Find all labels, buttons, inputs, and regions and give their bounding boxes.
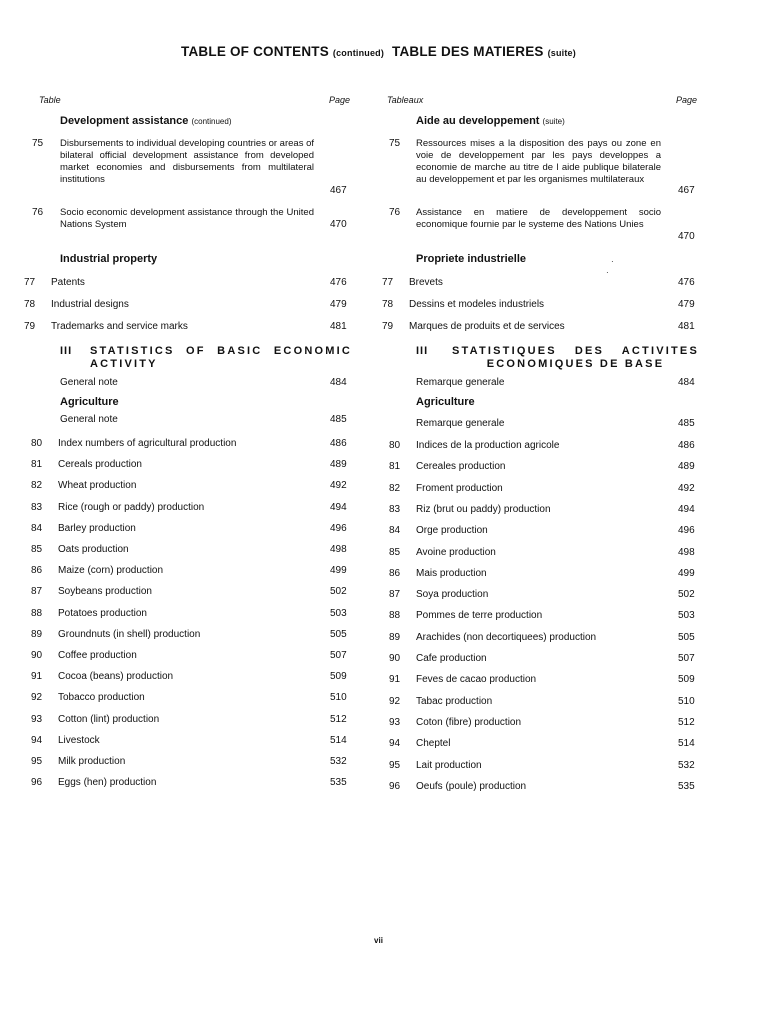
entry-page-fr: 489 (678, 461, 695, 472)
entry-number: 89 (31, 629, 43, 640)
entry-number-fr: 89 (389, 632, 401, 643)
entry-75-title-fr: Ressources mises a la disposition des pays ou zone en voie de developpement par les pays developpes a economie de marche au titre de l aide publique bilaterale au developpement et par les organismes multilateraux (416, 138, 661, 185)
entry-title-fr: Brevets (409, 277, 443, 288)
entry-page: 505 (330, 629, 347, 640)
entry-number: 93 (31, 714, 43, 725)
entry-page-fr: 510 (678, 696, 695, 707)
entry-number-fr: 82 (389, 483, 401, 494)
entry-number-fr: 91 (389, 674, 401, 685)
entry-number: 83 (31, 502, 43, 513)
entry-title: Cotton (lint) production (58, 714, 160, 725)
entry-title-fr: Mais production (416, 568, 487, 579)
entry-number: 78 (24, 299, 36, 310)
entry-number: 86 (31, 565, 43, 576)
entry-number-fr: 80 (389, 440, 401, 451)
entry-number: 90 (31, 650, 43, 661)
entry-number: 80 (31, 438, 43, 449)
entry-title: Cereals production (58, 459, 142, 470)
title-fr: TABLE DES MATIERES (392, 44, 544, 59)
chapter-heading-statistics: STATISTICS OF BASIC ECONOMIC ACTIVITY (90, 345, 352, 370)
entry-title: Maize (corn) production (58, 565, 164, 576)
column-label-page-right: Page (676, 95, 698, 105)
entry-page-fr: 502 (678, 589, 695, 600)
entry-number: 85 (31, 544, 43, 555)
entry-number-fr: 86 (389, 568, 401, 579)
entry-number: 87 (31, 586, 43, 597)
section-heading-agriculture: Agriculture (60, 396, 119, 408)
general-note-page: 485 (330, 414, 347, 425)
entry-number: 82 (31, 480, 43, 491)
entry-title-fr: Soya production (416, 589, 489, 600)
entry-page: 486 (330, 438, 347, 449)
section-heading-development-assistance (60, 115, 231, 127)
entry-number-fr: 78 (382, 299, 394, 310)
entry-title-fr: Feves de cacao production (416, 674, 537, 685)
entry-number-fr: 88 (389, 610, 401, 621)
section-heading-industrial-property: Industrial property (60, 253, 158, 265)
entry-75-page: 467 (330, 185, 347, 196)
entry-number-fr: 96 (389, 781, 401, 792)
entry-number: 77 (24, 277, 36, 288)
entry-76-number-fr: 76 (389, 207, 401, 218)
scan-artifact-icon: · (606, 268, 609, 277)
entry-title: Index numbers of agricultural production (58, 438, 237, 449)
entry-page-fr: 507 (678, 653, 695, 664)
entry-title: Patents (51, 277, 85, 288)
entry-page-fr: 532 (678, 760, 695, 771)
entry-page-fr: 514 (678, 738, 695, 749)
entry-page: 499 (330, 565, 347, 576)
entry-75-number-fr: 75 (389, 138, 401, 149)
entry-page-fr: 492 (678, 483, 695, 494)
entry-page-fr: 496 (678, 525, 695, 536)
entry-title: Soybeans production (58, 586, 152, 597)
remarque-generale: Remarque generale (416, 418, 505, 429)
general-note-page: 484 (330, 377, 347, 388)
entry-title: Industrial designs (51, 299, 129, 310)
entry-number: 81 (31, 459, 43, 470)
entry-title-fr: Dessins et modeles industriels (409, 299, 545, 310)
entry-page: 476 (330, 277, 347, 288)
entry-page: 507 (330, 650, 347, 661)
entry-title: Eggs (hen) production (58, 777, 157, 788)
entry-page-fr: 512 (678, 717, 695, 728)
entry-title: Milk production (58, 756, 126, 767)
entry-number: 95 (31, 756, 43, 767)
entry-title: Oats production (58, 544, 129, 555)
entry-76-title: Socio economic development assistance through the United Nations System (60, 207, 314, 230)
entry-number: 84 (31, 523, 43, 534)
entry-title: Tobacco production (58, 692, 145, 703)
entry-title-fr: Orge production (416, 525, 488, 536)
entry-page: 503 (330, 608, 347, 619)
general-note: General note (60, 414, 118, 425)
entry-number: 88 (31, 608, 43, 619)
entry-page: 481 (330, 321, 347, 332)
page-number: vii (374, 936, 383, 945)
entry-page: 532 (330, 756, 347, 767)
entry-title: Rice (rough or paddy) production (58, 502, 205, 513)
remarque-generale-page: 484 (678, 377, 695, 388)
entry-number: 94 (31, 735, 43, 746)
entry-number-fr: 93 (389, 717, 401, 728)
entry-number-fr: 95 (389, 760, 401, 771)
entry-title: Potatoes production (58, 608, 147, 619)
entry-number-fr: 83 (389, 504, 401, 515)
entry-page-fr: 486 (678, 440, 695, 451)
chapter-heading-statistiques: STATISTIQUES DES ACTIVITES ECONOMIQUES DE BASE (452, 345, 699, 370)
entry-number-fr: 84 (389, 525, 401, 536)
entry-title-fr: Cereales production (416, 461, 506, 472)
section-heading-suffix: (continued) (191, 117, 232, 126)
entry-title: Wheat production (58, 480, 137, 491)
entry-page-fr: 494 (678, 504, 695, 515)
entry-75-title: Disbursements to individual developing countries or areas of bilateral official development assistance from developed market economies and disbursements from multilateral institutions (60, 138, 314, 185)
entry-title-fr: Avoine production (416, 547, 496, 558)
entry-number-fr: 77 (382, 277, 394, 288)
entry-title-fr: Tabac production (416, 696, 493, 707)
entry-number-fr: 87 (389, 589, 401, 600)
entry-title: Livestock (58, 735, 100, 746)
entry-number-fr: 79 (382, 321, 394, 332)
title-en-suffix: (continued) (332, 48, 385, 58)
chapter-number: III (60, 345, 73, 357)
section-heading-aide-developpement (416, 115, 565, 127)
entry-title-fr: Pommes de terre production (416, 610, 543, 621)
entry-page: 494 (330, 502, 347, 513)
entry-number: 96 (31, 777, 43, 788)
entry-title: Cocoa (beans) production (58, 671, 174, 682)
entry-title: Coffee production (58, 650, 137, 661)
entry-page: 502 (330, 586, 347, 597)
chapter-number-fr: III (416, 345, 429, 357)
entry-page: 509 (330, 671, 347, 682)
title-fr-suffix: (suite) (547, 48, 576, 58)
section-heading-suffix: (suite) (542, 117, 565, 126)
entry-title-fr: Riz (brut ou paddy) production (416, 504, 551, 515)
section-heading-agriculture-fr: Agriculture (416, 396, 475, 408)
entry-number-fr: 94 (389, 738, 401, 749)
entry-title-fr: Indices de la production agricole (416, 440, 560, 451)
entry-title-fr: Coton (fibre) production (416, 717, 522, 728)
entry-title-fr: Cafe production (416, 653, 487, 664)
entry-number-fr: 92 (389, 696, 401, 707)
entry-title-fr: Lait production (416, 760, 482, 771)
entry-page: 492 (330, 480, 347, 491)
entry-number: 79 (24, 321, 36, 332)
entry-75-page-fr: 467 (678, 185, 695, 196)
entry-page: 489 (330, 459, 347, 470)
entry-page-fr: 509 (678, 674, 695, 685)
remarque-generale: Remarque generale (416, 377, 505, 388)
entry-page: 512 (330, 714, 347, 725)
column-label-tableaux: Tableaux (387, 95, 424, 105)
entry-title-fr: Froment production (416, 483, 503, 494)
entry-page-fr: 479 (678, 299, 695, 310)
general-note: General note (60, 377, 118, 388)
entry-75-number: 75 (32, 138, 44, 149)
entry-page-fr: 498 (678, 547, 695, 558)
entry-page: 510 (330, 692, 347, 703)
entry-76-number: 76 (32, 207, 44, 218)
entry-page-fr: 481 (678, 321, 695, 332)
scan-artifact-icon: · (611, 257, 614, 266)
entry-76-title-fr: Assistance en matiere de developpement socio economique fournie par le systeme des Nations Unies (416, 207, 661, 230)
entry-page-fr: 476 (678, 277, 695, 288)
entry-page: 498 (330, 544, 347, 555)
entry-title: Trademarks and service marks (51, 321, 188, 332)
entry-title: Barley production (58, 523, 136, 534)
entry-number-fr: 81 (389, 461, 401, 472)
remarque-generale-page: 485 (678, 418, 695, 429)
entry-title-fr: Oeufs (poule) production (416, 781, 527, 792)
entry-number: 92 (31, 692, 43, 703)
section-heading-text: Development assistance (60, 115, 189, 127)
column-label-table: Table (39, 95, 61, 105)
entry-page-fr: 499 (678, 568, 695, 579)
entry-number-fr: 85 (389, 547, 401, 558)
entry-page: 479 (330, 299, 347, 310)
page-title (0, 44, 757, 59)
entry-76-page: 470 (330, 219, 347, 230)
title-en: TABLE OF CONTENTS (181, 44, 329, 59)
entry-page: 496 (330, 523, 347, 534)
entry-title-fr: Marques de produits et de services (409, 321, 565, 332)
entry-title-fr: Cheptel (416, 738, 451, 749)
column-label-page-left: Page (329, 95, 351, 105)
entry-page: 514 (330, 735, 347, 746)
entry-number: 91 (31, 671, 43, 682)
entry-page-fr: 503 (678, 610, 695, 621)
entry-page-fr: 505 (678, 632, 695, 643)
entry-title-fr: Arachides (non decortiquees) production (416, 632, 597, 643)
section-heading-propriete-industrielle: Propriete industrielle (416, 253, 527, 265)
entry-page: 535 (330, 777, 347, 788)
entry-76-page-fr: 470 (678, 231, 695, 242)
entry-title: Groundnuts (in shell) production (58, 629, 201, 640)
section-heading-text: Aide au developpement (416, 115, 540, 127)
entry-number-fr: 90 (389, 653, 401, 664)
entry-page-fr: 535 (678, 781, 695, 792)
